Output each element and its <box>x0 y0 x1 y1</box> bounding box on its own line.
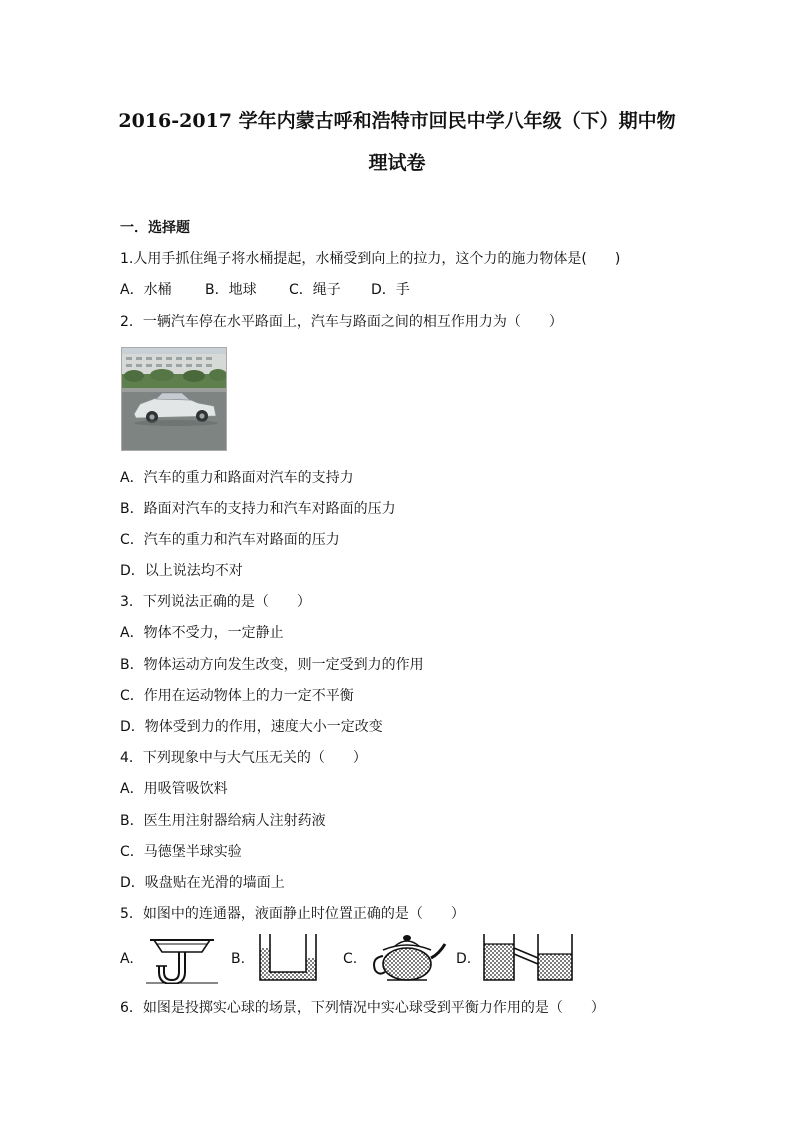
q2-option-a: A．汽车的重力和路面对汽车的支持力 <box>120 470 354 486</box>
q1-option-c: C．绳子 <box>289 282 341 298</box>
q1-stem: 1.人用手抓住绳子将水桶提起，水桶受到向上的拉力，这个力的施力物体是( ) <box>120 251 621 267</box>
q2-option-d: D．以上说法均不对 <box>120 563 243 579</box>
q1-option-b: B．地球 <box>205 282 257 298</box>
q1-option-d: D．手 <box>371 282 410 298</box>
q5-stem: 5．如图中的连通器，液面静止时位置正确的是（ ） <box>120 906 465 922</box>
q3-option-b: B．物体运动方向发生改变，则一定受到力的作用 <box>120 657 424 673</box>
q2-option-b: B．路面对汽车的支持力和汽车对路面的压力 <box>120 501 396 517</box>
section-heading: 一．选择题 <box>120 220 190 236</box>
q4-stem: 4．下列现象中与大气压无关的（ ） <box>120 750 367 766</box>
q3-option-a: A．物体不受力，一定静止 <box>120 625 284 641</box>
q5-option-d-label: D. <box>456 951 472 967</box>
car-photo <box>121 347 227 451</box>
page-title-line2: 理试卷 <box>368 152 426 174</box>
q5-option-b-label: B. <box>231 951 246 967</box>
q4-option-a: A．用吸管吸饮料 <box>120 781 228 797</box>
q4-option-b: B．医生用注射器给病人注射药液 <box>120 813 326 829</box>
q4-option-d: D．吸盘贴在光滑的墙面上 <box>120 875 285 891</box>
u-tube-figure <box>254 932 326 988</box>
q5-option-c-label: C. <box>343 951 358 967</box>
q3-option-d: D．物体受到力的作用，速度大小一定改变 <box>120 719 383 735</box>
q3-stem: 3．下列说法正确的是（ ） <box>120 594 311 610</box>
q2-option-c: C．汽车的重力和汽车对路面的压力 <box>120 532 340 548</box>
q2-stem: 2．一辆汽车停在水平路面上，汽车与路面之间的相互作用力为（ ） <box>120 314 563 330</box>
q1-option-a: A．水桶 <box>120 282 172 298</box>
q5-option-a-label: A. <box>120 951 134 967</box>
q6-stem: 6．如图是投掷实心球的场景，下列情况中实心球受到平衡力作用的是（ ） <box>120 1000 605 1016</box>
connected-tanks-figure <box>480 932 576 988</box>
page-title-line1: 2016-2017 学年内蒙古呼和浩特市回民中学八年级（下）期中物 <box>118 110 676 132</box>
basin-drain-figure <box>146 932 218 988</box>
q3-option-c: C．作用在运动物体上的力一定不平衡 <box>120 688 354 704</box>
q1-options <box>120 279 410 299</box>
teapot-figure <box>369 932 449 988</box>
q4-option-c: C．马德堡半球实验 <box>120 844 242 860</box>
